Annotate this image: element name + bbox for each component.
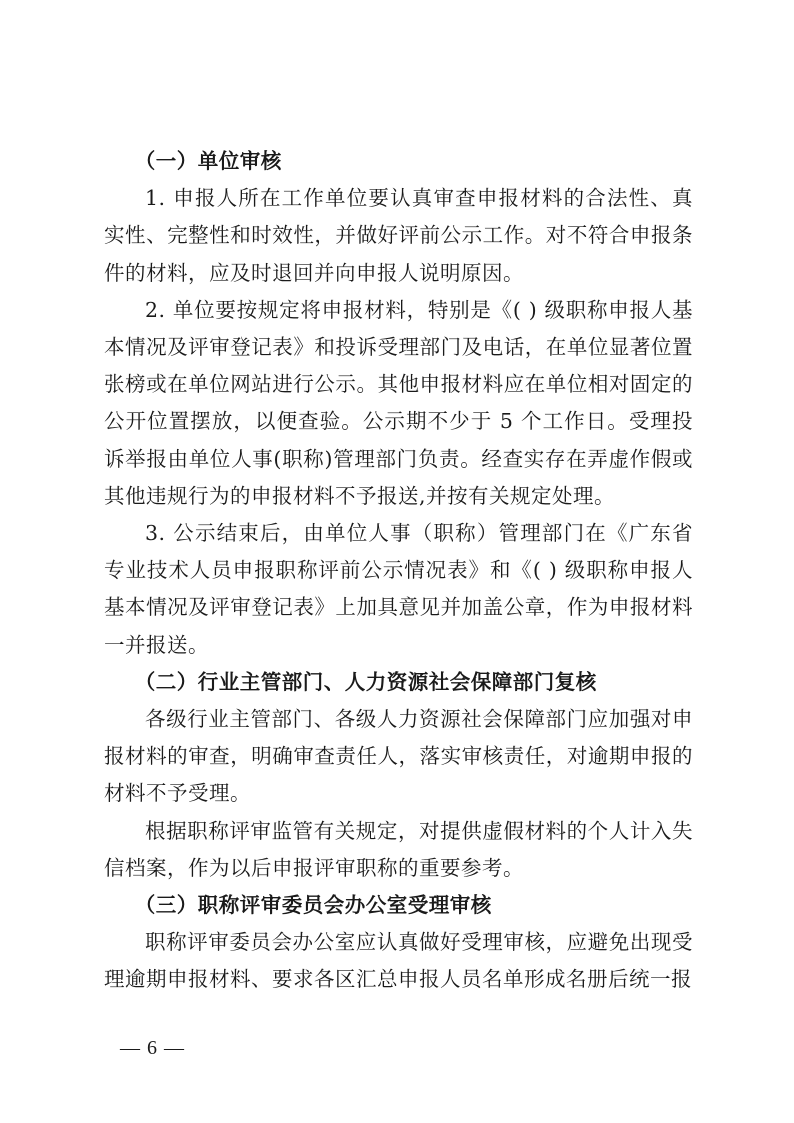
page-number: — 6 —	[120, 1037, 185, 1059]
section-heading-unit-review: （一）单位审核	[134, 149, 282, 173]
paragraph-unit-review-3: 3. 公示结束后，由单位人事（职称）管理部门在《广东省专业技术人员申报职称评前公示情况表》和《( ) 级职称申报人基本情况及评审登记表》上加具意见并加盖公章，作为申报材料一并报送。	[104, 521, 693, 657]
paragraph-office-acceptance-1: 职称评审委员会办公室应认真做好受理审核，应避免出现受理逾期申报材料、要求各区汇总申报人员名单形成名册后统一报	[104, 930, 693, 992]
paragraph-department-recheck-1: 各级行业主管部门、各级人力资源社会保障部门应加强对申报材料的审查，明确审查责任人，落实审核责任，对逾期申报的材料不予受理。	[104, 707, 693, 806]
paragraph-unit-review-1: 1. 申报人所在工作单位要认真审查申报材料的合法性、真实性、完整性和时效性，并做好评前公示工作。对不符合申报条件的材料，应及时退回并向申报人说明原因。	[104, 186, 693, 285]
section-heading-office-acceptance: （三）职称评审委员会办公室受理审核	[134, 893, 492, 918]
paragraph-department-recheck-2: 根据职称评审监管有关规定，对提供虚假材料的个人计入失信档案，作为以后申报评审职称的重要参考。	[104, 818, 693, 880]
document-body	[104, 143, 693, 999]
paragraph-unit-review-2: 2. 单位要按规定将申报材料，特别是《( ) 级职称申报人基本情况及评审登记表》和投诉受理部门及电话，在单位显著位置张榜或在单位网站进行公示。其他申报材料应在单位相对固定的公开位置摆放，以便查验。公示期不少于 5 个工作日。受理投诉举报由单位人事(职称)管理部门负责。经查实存在弄虚作假或其他违规行为的申报材料不予报送,并按有关规定处理。	[104, 297, 693, 508]
section-heading-department-recheck: （二）行业主管部门、人力资源社会保障部门复核	[134, 669, 597, 694]
